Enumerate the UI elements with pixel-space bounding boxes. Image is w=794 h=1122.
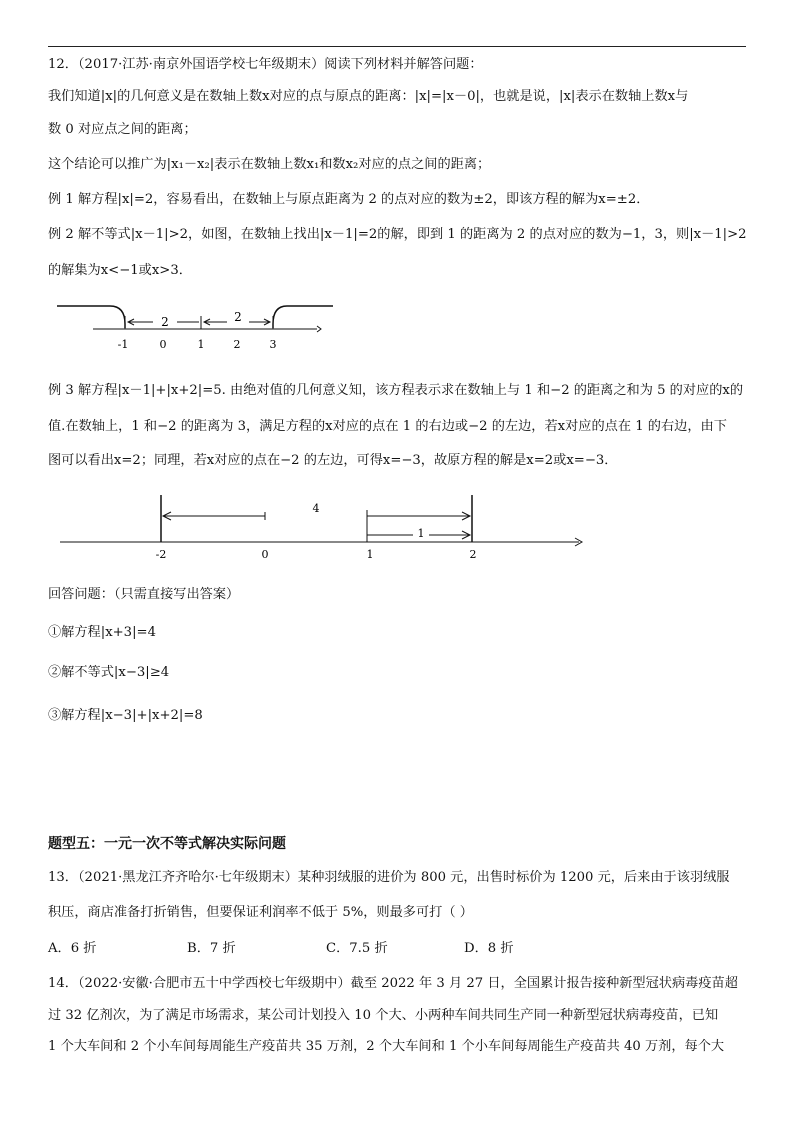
- q12-example-3b: 值.在数轴上，1 和−2 的距离为 3，满足方程的x对应的点在 1 的右边或−2 的左边，若x对应的点在 1 的右边，由下: [48, 419, 727, 434]
- q12-title: 12．（2017·江苏·南京外国语学校七年级期末）阅读下列材料并解答问题：: [48, 57, 483, 72]
- fig1-distance-left: 2: [161, 315, 169, 329]
- fig2-tick-label: 0: [261, 548, 269, 561]
- number-line-figure-2: [55, 490, 595, 566]
- q12-example-1: 例 1 解方程|x|=2，容易看出，在数轴上与原点距离为 2 的点对应的数为±2，即该方程的解为x=±2．: [48, 192, 650, 207]
- fig1-tick-label: 1: [197, 338, 205, 351]
- fig2-distance-top: 4: [312, 502, 320, 515]
- q14-line-1: 14．（2022·安徽·合肥市五十中学西校七年级期中）截至 2022 年 3 月 27 日，全国累计报告接种新型冠状病毒疫苗超: [48, 976, 738, 991]
- q12-item-2: ②解不等式|x−3|≥4: [48, 665, 170, 680]
- choice-d: D．8 折: [464, 941, 514, 956]
- q12-example-2a: 例 2 解不等式|x－1|>2，如图，在数轴上找出|x－1|=2的解，即到 1 的距离为 2 的点对应的数为−1，3，则|x－1|>2: [48, 227, 747, 242]
- q12-item-1: ①解方程|x+3|=4: [48, 625, 156, 640]
- fig2-tick-label: -2: [155, 548, 167, 561]
- q12-answer-prompt: 回答问题：（只需直接写出答案）: [48, 587, 240, 602]
- fig2-distance-inner: 1: [417, 527, 425, 540]
- choice-b: B．7 折: [187, 941, 236, 956]
- q12-paragraph-1b: 数 0 对应点之间的距离；: [48, 122, 197, 137]
- choice-a: A．6 折: [48, 941, 97, 956]
- q12-item-3: ③解方程|x−3|+|x+2|=8: [48, 708, 203, 723]
- fig1-tick-label: -1: [117, 338, 129, 351]
- q12-example-3c: 图可以看出x=2；同理，若x对应的点在−2 的左边，可得x=−3，故原方程的解是x=2或x=−3．: [48, 453, 618, 468]
- q14-line-3: 1 个大车间和 2 个小车间每周能生产疫苗共 35 万剂，2 个大车间和 1 个小车间每周能生产疫苗共 40 万剂，每个大: [48, 1039, 725, 1054]
- q12-example-2b: 的解集为x<−1或x>3．: [48, 263, 192, 278]
- fig2-tick-label: 1: [366, 548, 374, 561]
- fig1-tick-label: 3: [269, 338, 277, 351]
- q14-line-2: 过 32 亿剂次，为了满足市场需求，某公司计划投入 10 个大、小两种车间共同生产同一种新型冠状病毒疫苗，已知: [48, 1008, 719, 1023]
- q13-line-1: 13．（2021·黑龙江齐齐哈尔·七年级期末）某种羽绒服的进价为 800 元，出售时标价为 1200 元，后来由于该羽绒服: [48, 870, 730, 885]
- fig1-distance-right: 2: [234, 310, 242, 324]
- q12-paragraph-1a: 我们知道|x|的几何意义是在数轴上数x对应的点与原点的距离：|x|=|x－0|，也就是说，|x|表示在数轴上数x与: [48, 89, 689, 104]
- q12-example-3a: 例 3 解方程|x－1|+|x+2|=5. 由绝对值的几何意义知，该方程表示求在数轴上与 1 和−2 的距离之和为 5 的对应的x的: [48, 383, 744, 398]
- q13-line-2: 积压，商店准备打折销售，但要保证利润率不低于 5%，则最多可打（ ）: [48, 905, 473, 920]
- fig1-tick-label: 2: [233, 338, 241, 351]
- choice-c: C．7.5 折: [326, 941, 388, 956]
- header-rule: [48, 46, 746, 47]
- fig2-tick-label: 2: [469, 548, 477, 561]
- fig1-tick-label: 0: [159, 338, 167, 351]
- q13-choices: [48, 940, 568, 958]
- q12-paragraph-2: 这个结论可以推广为|x₁－x₂|表示在数轴上数x₁和数x₂对应的点之间的距离；: [48, 157, 491, 172]
- section-heading: 题型五：一元一次不等式解决实际问题: [48, 836, 286, 852]
- number-line-figure-1: [55, 296, 345, 356]
